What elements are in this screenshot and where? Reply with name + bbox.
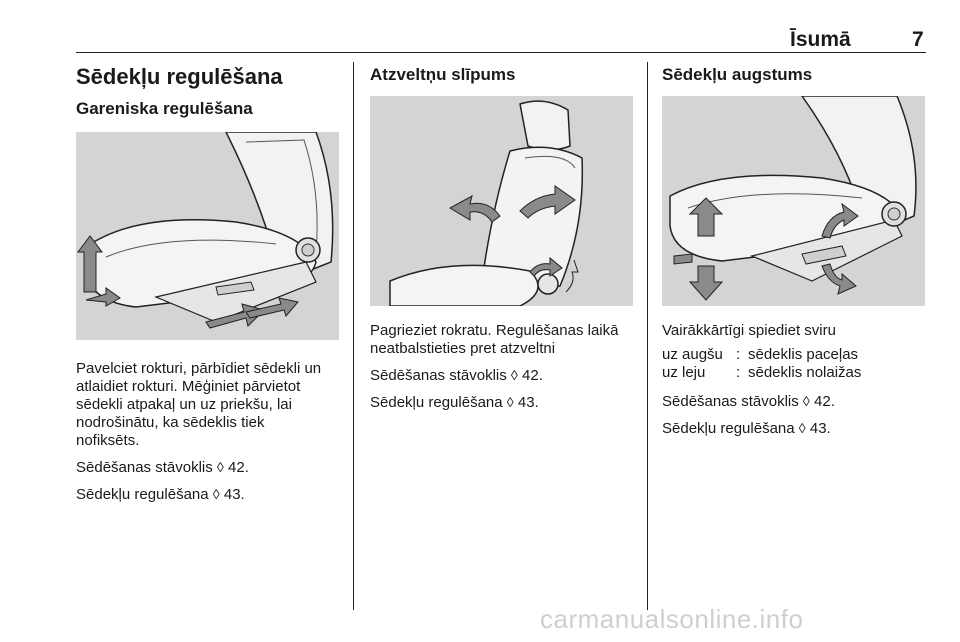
reference-text: Sēdēšanas stāvoklis (370, 367, 507, 384)
column-divider-1 (353, 62, 354, 610)
section-heading: Sēdekļu regulēšana (76, 64, 283, 89)
direction-key: uz augšu (662, 346, 723, 363)
page-reference-arrow-icon: ◊ (216, 459, 224, 475)
page-reference-arrow-icon: ◊ (798, 420, 806, 436)
cross-reference-seat-adjustment[interactable] (370, 393, 642, 412)
instruction-line-5: nofiksēts. (76, 432, 140, 449)
direction-value: sēdeklis nolaižas (748, 364, 862, 381)
backrest-instructions (370, 322, 642, 412)
column-divider-2 (647, 62, 648, 610)
seat-longitudinal-illustration (76, 132, 339, 340)
longitudinal-instructions (76, 360, 366, 504)
separator: : (736, 364, 741, 381)
table-row (662, 364, 942, 382)
column-backrest (370, 64, 638, 86)
reference-page: 42. (814, 393, 835, 410)
reference-page: 43. (223, 486, 245, 503)
direction-value: sēdeklis paceļas (748, 346, 859, 363)
reference-page: 42. (522, 367, 543, 384)
reference-text: Sēdekļu regulēšana (662, 420, 795, 437)
backrest-recline-illustration (370, 96, 633, 306)
seat-height-illustration (662, 96, 925, 306)
table-row (662, 346, 942, 364)
reference-page: 43. (809, 420, 831, 437)
page-reference-arrow-icon: ◊ (506, 394, 514, 410)
page-reference-arrow-icon: ◊ (212, 486, 220, 502)
height-instructions (662, 322, 942, 340)
subsection-heading-height: Sēdekļu augstums (662, 65, 813, 84)
watermark: carmanualsonline.info (540, 604, 804, 634)
cross-reference-seating-position[interactable] (76, 458, 366, 477)
instruction-line-2: neatbalstieties pret atzveltni (370, 340, 556, 357)
page-number: 7 (912, 28, 924, 51)
reference-text: Sēdekļu regulēšana (370, 394, 503, 411)
instruction-intro: Vairākkārtīgi spiediet sviru (662, 322, 836, 339)
running-header-title: Īsumā (790, 28, 851, 51)
instruction-line-1: Pavelciet rokturi, pārbīdiet sēdekli un (76, 360, 322, 377)
height-references (662, 392, 942, 438)
reference-text: Sēdēšanas stāvoklis (76, 459, 213, 476)
reference-page: 43. (517, 394, 539, 411)
cross-reference-seat-adjustment[interactable] (76, 485, 366, 504)
height-direction-table (662, 346, 942, 386)
cross-reference-seating-position[interactable] (662, 392, 942, 411)
subsection-heading-backrest: Atzveltņu slīpums (370, 65, 516, 84)
cross-reference-seat-adjustment[interactable] (662, 419, 942, 438)
header-rule (76, 52, 926, 53)
column-longitudinal (76, 64, 346, 120)
instruction-line-4: nodrošinātu, ka sēdeklis tiek (76, 414, 265, 431)
reference-text: Sēdekļu regulēšana (76, 486, 209, 503)
instruction-line-3: sēdekli atpakaļ un uz priekšu, lai (76, 396, 292, 413)
page-reference-arrow-icon: ◊ (510, 367, 518, 383)
instruction-line-2: atlaidiet rokturi. Mēģiniet pārvietot (76, 378, 301, 395)
page-reference-arrow-icon: ◊ (802, 393, 810, 409)
reference-page: 42. (228, 459, 249, 476)
direction-key: uz leju (662, 364, 706, 381)
cross-reference-seating-position[interactable] (370, 366, 642, 385)
reference-text: Sēdēšanas stāvoklis (662, 393, 799, 410)
subsection-heading-longitudinal: Gareniska regulēšana (76, 99, 253, 118)
instruction-line-1: Pagrieziet rokratu. Regulēšanas laikā (370, 322, 619, 339)
separator: : (736, 346, 741, 363)
column-seat-height (662, 64, 930, 86)
